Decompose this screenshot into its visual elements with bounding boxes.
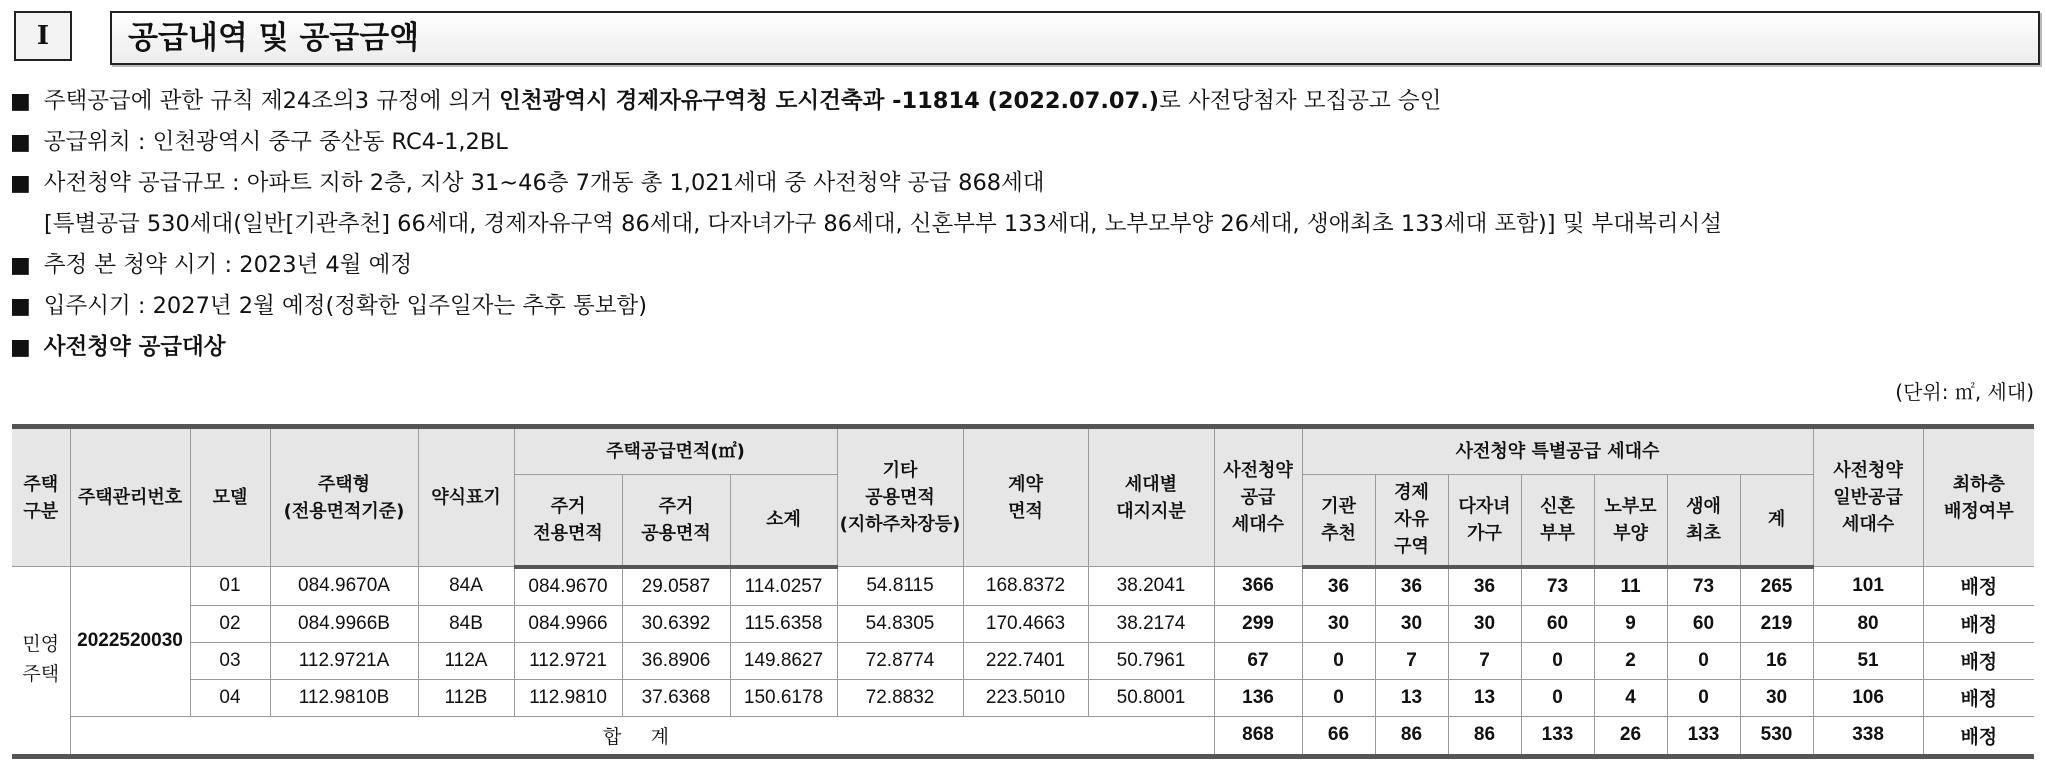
table-row <box>12 679 2034 716</box>
cell-pre-supply: 67 <box>1214 642 1302 679</box>
cell-sp-newly: 73 <box>1521 567 1594 606</box>
header-land-share: 세대별 대지지분 <box>1088 427 1214 567</box>
header-sp-first: 생애 최초 <box>1667 475 1740 567</box>
supply-table <box>12 424 2034 759</box>
cell-model: 03 <box>190 642 270 679</box>
cell-general: 51 <box>1813 642 1923 679</box>
cell-other-common: 72.8832 <box>837 679 963 716</box>
header-sp-total: 계 <box>1740 475 1813 567</box>
table-sum-row <box>12 716 2034 756</box>
cell-sum-lowest: 배정 <box>1923 716 2034 756</box>
cell-sum-pre-supply: 868 <box>1214 716 1302 756</box>
table-row <box>12 642 2034 679</box>
cell-res-common: 30.6392 <box>622 605 730 642</box>
section-header <box>14 11 2040 65</box>
cell-sum-sp-fez: 86 <box>1375 716 1448 756</box>
cell-contract-area: 222.7401 <box>963 642 1088 679</box>
cell-kind: 민영 주택 <box>12 567 70 757</box>
cell-sp-total: 30 <box>1740 679 1813 716</box>
cell-sum-sp-multi: 86 <box>1448 716 1521 756</box>
cell-model: 02 <box>190 605 270 642</box>
header-sp-multi: 다자녀 가구 <box>1448 475 1521 567</box>
cell-contract-area: 170.4663 <box>963 605 1088 642</box>
notice-location-text: 공급위치 : 인천광역시 중구 중산동 RC4-1,2BL <box>43 129 508 155</box>
header-special-group: 사전청약 특별공급 세대수 <box>1302 427 1813 475</box>
unit-note: (단위: ㎡, 세대) <box>1895 380 2034 404</box>
header-general: 사전청약 일반공급 세대수 <box>1813 427 1923 567</box>
header-res-exclusive: 주거 전용면적 <box>514 475 622 567</box>
cell-land-share: 38.2041 <box>1088 567 1214 606</box>
cell-land-share: 50.7961 <box>1088 642 1214 679</box>
notice-location <box>10 127 508 158</box>
cell-sp-newly: 60 <box>1521 605 1594 642</box>
header-pre-supply: 사전청약 공급 세대수 <box>1214 427 1302 567</box>
cell-mgmt-no: 2022520030 <box>70 567 190 717</box>
cell-abbr: 84A <box>418 567 514 606</box>
cell-sp-multi: 30 <box>1448 605 1521 642</box>
cell-abbr: 112B <box>418 679 514 716</box>
header-subtotal: 소계 <box>730 475 837 567</box>
cell-sp-multi: 36 <box>1448 567 1521 606</box>
table-row <box>12 567 2034 606</box>
notice-approval-post: 로 사전당첨자 모집공고 승인 <box>1159 88 1442 114</box>
square-bullet-icon: ■ <box>10 171 31 196</box>
notice-move-in <box>10 291 647 322</box>
cell-contract-area: 223.5010 <box>963 679 1088 716</box>
cell-sp-multi: 13 <box>1448 679 1521 716</box>
cell-sp-fez: 30 <box>1375 605 1448 642</box>
cell-sp-inst: 0 <box>1302 642 1375 679</box>
cell-sp-first: 73 <box>1667 567 1740 606</box>
cell-sum-sp-total: 530 <box>1740 716 1813 756</box>
notice-scale-detail: [특별공급 530세대(일반[기관추천] 66세대, 경제자유구역 86세대, 다자녀가구 86세대, 신혼부부 133세대, 노부모부양 26세대, 생애최초 133세대 포함)] 및 부대복리시설 <box>44 211 1722 237</box>
cell-res-exclusive: 112.9810 <box>514 679 622 716</box>
header-type: 주택형 (전용면적기준) <box>270 427 418 567</box>
square-bullet-icon: ■ <box>10 89 31 114</box>
cell-sp-elder: 4 <box>1594 679 1667 716</box>
header-sp-newly: 신혼 부부 <box>1521 475 1594 567</box>
cell-sp-elder: 2 <box>1594 642 1667 679</box>
cell-sp-fez: 13 <box>1375 679 1448 716</box>
table-row <box>12 605 2034 642</box>
notice-main-schedule-text: 추정 본 청약 시기 : 2023년 4월 예정 <box>43 252 413 278</box>
cell-res-common: 29.0587 <box>622 567 730 606</box>
cell-res-common: 36.8906 <box>622 642 730 679</box>
cell-other-common: 72.8774 <box>837 642 963 679</box>
notice-scale-text: 사전청약 공급규모 : 아파트 지하 2층, 지상 31~46층 7개동 총 1,021세대 중 사전청약 공급 868세대 <box>43 170 1045 196</box>
cell-sp-inst: 0 <box>1302 679 1375 716</box>
cell-sp-fez: 7 <box>1375 642 1448 679</box>
square-bullet-icon: ■ <box>10 253 31 278</box>
notice-approval <box>10 86 1441 117</box>
square-bullet-icon: ■ <box>10 130 31 155</box>
header-area-group: 주택공급면적(㎡) <box>514 427 837 475</box>
cell-land-share: 38.2174 <box>1088 605 1214 642</box>
cell-sp-first: 60 <box>1667 605 1740 642</box>
cell-lowest: 배정 <box>1923 605 2034 642</box>
cell-pre-supply: 299 <box>1214 605 1302 642</box>
cell-sp-total: 16 <box>1740 642 1813 679</box>
cell-general: 80 <box>1813 605 1923 642</box>
cell-abbr: 112A <box>418 642 514 679</box>
cell-sp-fez: 36 <box>1375 567 1448 606</box>
cell-sp-elder: 9 <box>1594 605 1667 642</box>
notice-move-in-text: 입주시기 : 2027년 2월 예정(정확한 입주일자는 추후 통보함) <box>43 293 648 319</box>
cell-res-exclusive: 112.9721 <box>514 642 622 679</box>
cell-type: 112.9810B <box>270 679 418 716</box>
cell-sum-general: 338 <box>1813 716 1923 756</box>
cell-sum-sp-first: 133 <box>1667 716 1740 756</box>
cell-type: 084.9670A <box>270 567 418 606</box>
header-sp-elder: 노부모 부양 <box>1594 475 1667 567</box>
cell-subtotal: 150.6178 <box>730 679 837 716</box>
cell-sp-inst: 36 <box>1302 567 1375 606</box>
cell-model: 01 <box>190 567 270 606</box>
header-res-common: 주거 공용면적 <box>622 475 730 567</box>
cell-sp-first: 0 <box>1667 679 1740 716</box>
cell-land-share: 50.8001 <box>1088 679 1214 716</box>
cell-sp-total: 265 <box>1740 567 1813 606</box>
cell-type: 112.9721A <box>270 642 418 679</box>
cell-sp-elder: 11 <box>1594 567 1667 606</box>
header-contract-area: 계약 면적 <box>963 427 1088 567</box>
cell-abbr: 84B <box>418 605 514 642</box>
cell-other-common: 54.8115 <box>837 567 963 606</box>
cell-res-exclusive: 084.9670 <box>514 567 622 606</box>
cell-sum-sp-elder: 26 <box>1594 716 1667 756</box>
cell-res-common: 37.6368 <box>622 679 730 716</box>
cell-subtotal: 115.6358 <box>730 605 837 642</box>
cell-other-common: 54.8305 <box>837 605 963 642</box>
header-kind: 주택 구분 <box>12 427 70 567</box>
header-sp-inst: 기관 추천 <box>1302 475 1375 567</box>
cell-sp-newly: 0 <box>1521 642 1594 679</box>
header-other-common: 기타 공용면적 (지하주차장등) <box>837 427 963 567</box>
notice-supply-target <box>10 332 226 363</box>
notice-scale <box>10 168 1045 199</box>
cell-type: 084.9966B <box>270 605 418 642</box>
header-lowest: 최하층 배정여부 <box>1923 427 2034 567</box>
cell-model: 04 <box>190 679 270 716</box>
section-title: 공급내역 및 공급금액 <box>110 11 2040 65</box>
header-abbr: 약식표기 <box>418 427 514 567</box>
cell-sp-newly: 0 <box>1521 679 1594 716</box>
notice-supply-target-text: 사전청약 공급대상 <box>43 334 226 360</box>
cell-sum-label: 합 계 <box>70 716 1214 756</box>
cell-lowest: 배정 <box>1923 642 2034 679</box>
header-mgmt-no: 주택관리번호 <box>70 427 190 567</box>
cell-sp-inst: 30 <box>1302 605 1375 642</box>
cell-pre-supply: 366 <box>1214 567 1302 606</box>
cell-lowest: 배정 <box>1923 679 2034 716</box>
section-number: I <box>14 11 72 61</box>
cell-pre-supply: 136 <box>1214 679 1302 716</box>
cell-subtotal: 114.0257 <box>730 567 837 606</box>
header-sp-fez: 경제 자유 구역 <box>1375 475 1448 567</box>
cell-sp-multi: 7 <box>1448 642 1521 679</box>
cell-sum-sp-inst: 66 <box>1302 716 1375 756</box>
header-model: 모델 <box>190 427 270 567</box>
cell-general: 101 <box>1813 567 1923 606</box>
square-bullet-icon: ■ <box>10 294 31 319</box>
cell-res-exclusive: 084.9966 <box>514 605 622 642</box>
cell-sp-first: 0 <box>1667 642 1740 679</box>
notice-approval-ref: 인천광역시 경제자유구역청 도시건축과 -11814 (2022.07.07.) <box>499 88 1160 114</box>
square-bullet-icon: ■ <box>10 335 31 360</box>
cell-general: 106 <box>1813 679 1923 716</box>
cell-contract-area: 168.8372 <box>963 567 1088 606</box>
cell-lowest: 배정 <box>1923 567 2034 606</box>
notice-main-schedule <box>10 250 412 281</box>
notice-approval-pre: 주택공급에 관한 규칙 제24조의3 규정에 의거 <box>43 88 500 114</box>
cell-sp-total: 219 <box>1740 605 1813 642</box>
cell-sum-sp-newly: 133 <box>1521 716 1594 756</box>
cell-subtotal: 149.8627 <box>730 642 837 679</box>
